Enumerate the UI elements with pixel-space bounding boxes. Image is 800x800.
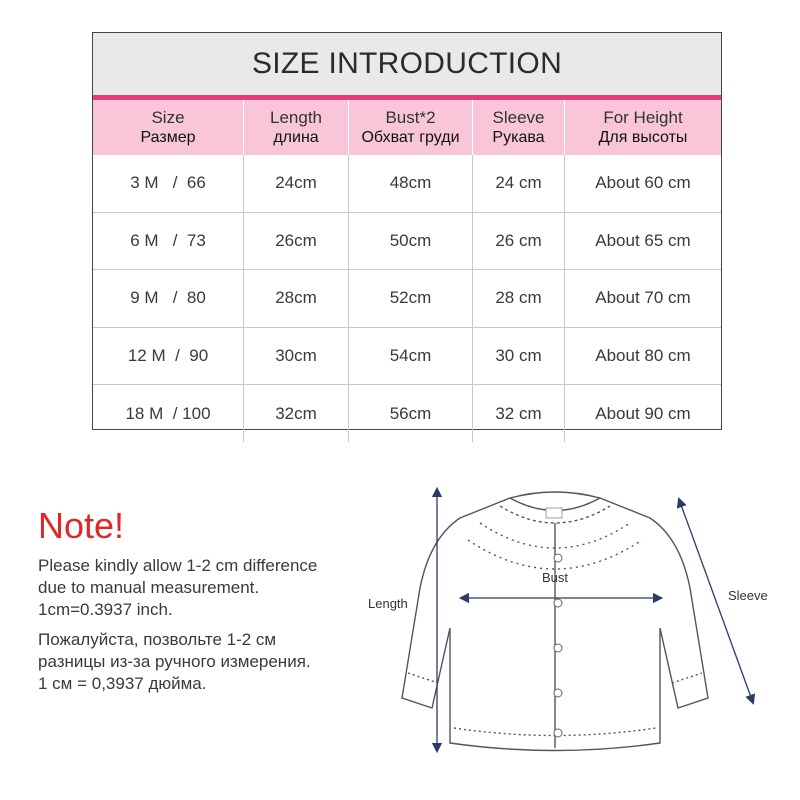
table-row — [93, 155, 721, 212]
header-length-en: Length — [270, 107, 322, 127]
header-size-ru: Размер — [140, 128, 196, 146]
cardigan-illustration — [360, 478, 790, 788]
note-russian — [38, 629, 383, 695]
measurement-note — [38, 505, 383, 695]
cell-length: 30cm — [243, 328, 348, 385]
cell-size: 18 M / 100 — [125, 403, 211, 423]
cell-bust: 48cm — [348, 155, 472, 212]
cell-bust: 50cm — [348, 213, 472, 270]
table-body — [93, 155, 721, 442]
header-length — [243, 100, 348, 155]
cell-bust: 52cm — [348, 270, 472, 327]
header-size — [93, 100, 243, 155]
cell-bust: 56cm — [348, 385, 472, 442]
cell-height: About 70 cm — [564, 270, 721, 327]
header-height-en: For Height — [603, 107, 683, 127]
note-en-line: 1cm=0.3937 inch. — [38, 600, 173, 619]
table-row — [93, 212, 721, 270]
size-table — [92, 32, 722, 430]
sleeve-label: Sleeve — [728, 588, 768, 603]
note-en-line: Please kindly allow 1-2 cm difference — [38, 556, 318, 575]
cell-length: 26cm — [243, 213, 348, 270]
note-title: Note! — [38, 505, 125, 546]
header-size-en: Size — [151, 107, 185, 127]
cardigan-icon — [402, 492, 708, 751]
header-sleeve — [472, 100, 564, 155]
table-row — [93, 269, 721, 327]
cell-sleeve: 28 cm — [472, 270, 564, 327]
table-title: SIZE INTRODUCTION — [251, 47, 563, 80]
table-header-row — [93, 100, 721, 155]
note-english — [38, 555, 383, 621]
cell-bust: 54cm — [348, 328, 472, 385]
note-en-line: due to manual measurement. — [38, 578, 260, 597]
cell-sleeve: 32 cm — [472, 385, 564, 442]
table-row — [93, 384, 721, 442]
header-sleeve-en: Sleeve — [492, 107, 545, 127]
note-ru-line: 1 см = 0,3937 дюйма. — [38, 674, 207, 693]
cell-size: 12 M / 90 — [127, 346, 209, 366]
header-bust — [348, 100, 472, 155]
header-bust-en: Bust*2 — [385, 107, 436, 127]
cell-sleeve: 30 cm — [472, 328, 564, 385]
bust-label: Bust — [542, 570, 569, 585]
cell-sleeve: 24 cm — [472, 155, 564, 212]
note-ru-line: Пожалуйста, позвольте 1-2 см — [38, 630, 277, 649]
note-ru-line: разницы из-за ручного измерения. — [38, 652, 311, 671]
table-title-bar — [93, 33, 721, 95]
cell-length: 28cm — [243, 270, 348, 327]
header-length-ru: длина — [273, 128, 319, 146]
measurement-diagram — [360, 478, 790, 788]
cell-length: 32cm — [243, 385, 348, 442]
header-height-ru: Для высоты — [598, 128, 688, 146]
cell-sleeve: 26 cm — [472, 213, 564, 270]
header-bust-ru: Обхват груди — [361, 128, 460, 146]
table-row — [93, 327, 721, 385]
cell-height: About 80 cm — [564, 328, 721, 385]
cell-height: About 60 cm — [564, 155, 721, 212]
length-label: Length — [368, 596, 408, 611]
cell-length: 24cm — [243, 155, 348, 212]
cell-size: 3 M / 66 — [130, 173, 206, 193]
cell-size: 6 M / 73 — [130, 230, 206, 250]
tag-icon — [546, 508, 562, 518]
header-height — [564, 100, 721, 155]
cell-height: About 90 cm — [564, 385, 721, 442]
cell-size: 9 M / 80 — [130, 288, 206, 308]
cell-height: About 65 cm — [564, 213, 721, 270]
header-sleeve-ru: Рукава — [492, 128, 545, 146]
